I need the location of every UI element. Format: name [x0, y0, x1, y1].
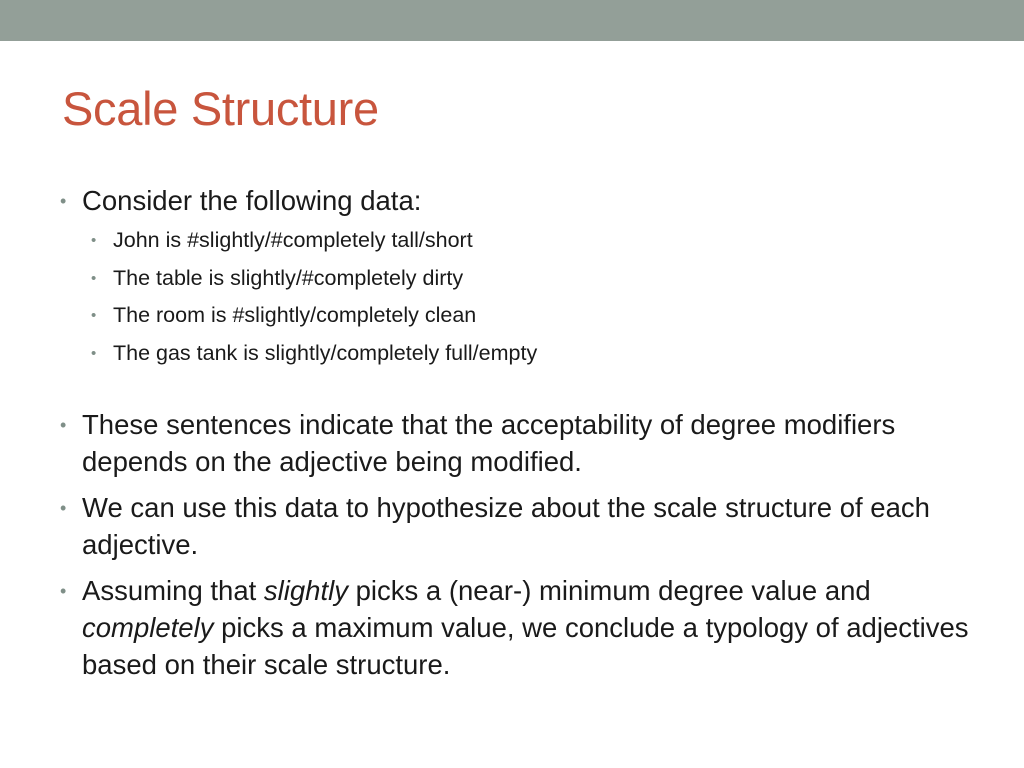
bullet-icon: •	[91, 269, 97, 287]
slide-body	[60, 182, 990, 683]
bullet-text	[82, 575, 969, 680]
sub-bullet-item	[91, 297, 990, 335]
bullet-item	[60, 489, 990, 563]
slide-title: Scale Structure	[62, 82, 379, 135]
top-accent-bar	[0, 0, 1024, 41]
sub-bullet-text: The table is slightly/#completely dirty	[113, 265, 464, 290]
text-run: Assuming that	[82, 575, 264, 606]
sub-bullet-text: The room is #slightly/completely clean	[113, 303, 477, 327]
bullet-text: These sentences indicate that the acceptability of degree modifiers depends on the adjective being modified.	[82, 409, 896, 477]
bullet-icon: •	[60, 415, 67, 435]
sub-bullet-text: John is #slightly/#completely tall/short	[113, 228, 473, 252]
sub-bullet-item	[91, 335, 990, 373]
sub-bullet-item	[91, 222, 990, 260]
bullet-text: Consider the following data:	[82, 185, 422, 216]
emphasis-slightly: slightly	[263, 575, 348, 606]
text-run: picks a maximum value, we conclude a typology of adjectives based on their scale structure.	[82, 612, 969, 680]
bullet-item	[60, 406, 990, 480]
bullet-text: We can use this data to hypothesize about the scale structure of each adjective.	[82, 492, 930, 560]
bullet-icon: •	[91, 344, 97, 362]
sub-bullet-list	[60, 222, 990, 372]
bullet-icon: •	[91, 232, 97, 249]
bullet-item	[60, 182, 990, 219]
bullet-icon: •	[60, 498, 67, 518]
bullet-icon: •	[60, 581, 67, 601]
bullet-icon: •	[91, 307, 97, 324]
text-run: picks a (near-) minimum degree value and	[347, 575, 871, 606]
emphasis-completely: completely	[82, 612, 214, 643]
spacer	[60, 372, 990, 406]
sub-bullet-item	[91, 260, 990, 298]
sub-bullet-text: The gas tank is slightly/completely full/empty	[113, 340, 538, 365]
bullet-icon: •	[60, 191, 67, 211]
bullet-item	[60, 572, 990, 683]
